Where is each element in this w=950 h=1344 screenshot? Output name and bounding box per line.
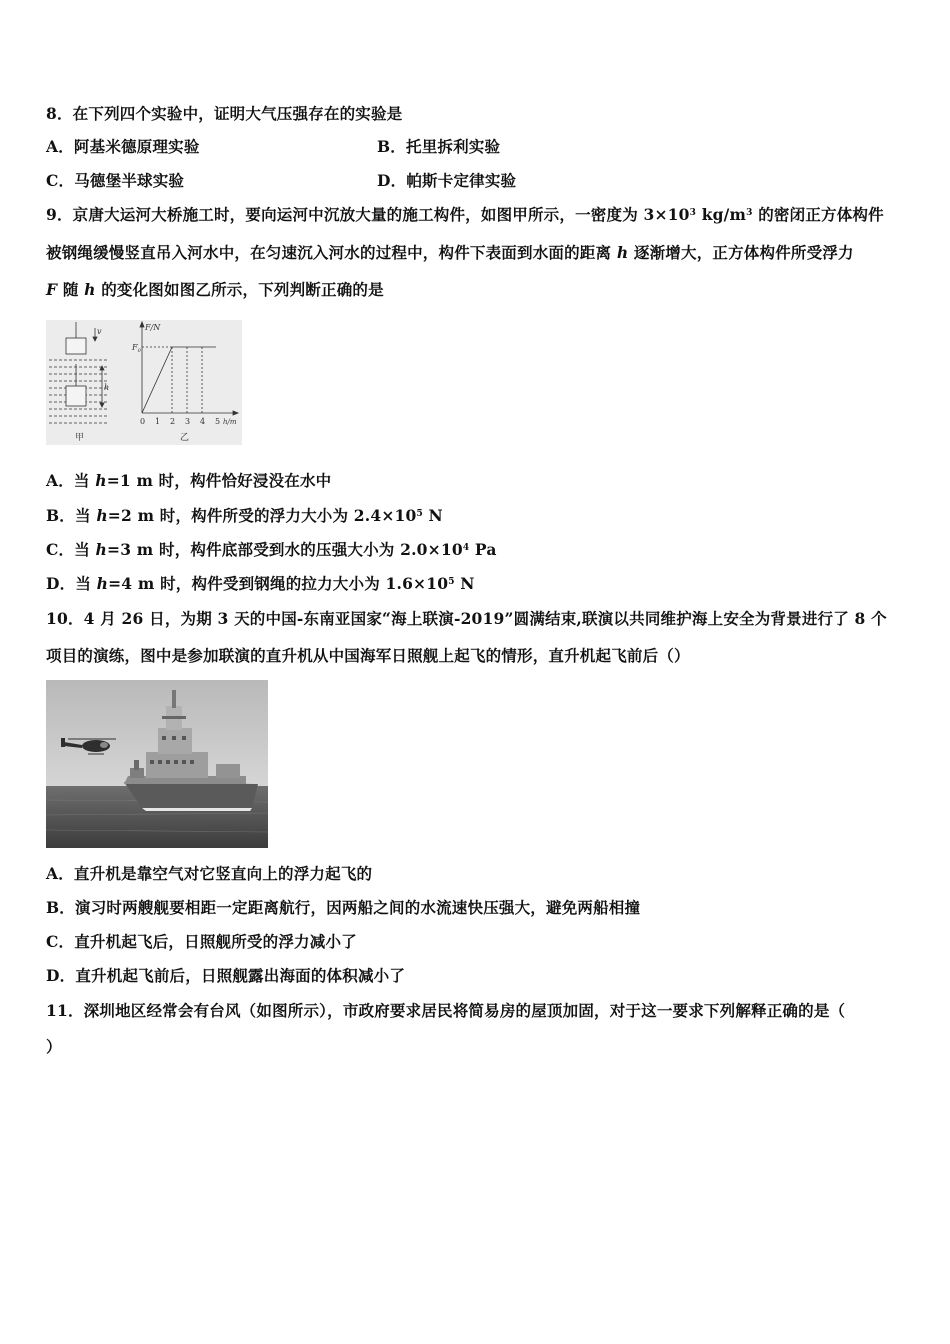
q9-stem-line3: F 随 h 的变化图如图乙所示，下列判断正确的是 [46,280,384,299]
figure-tick-4: 4 [200,417,206,426]
q11-stem-line1: 11．深圳地区经常会有台风（如图所示），市政府要求居民将简易房的屋顶加固，对于这一要求下列解释正确的是（ [46,1001,846,1020]
q9-option-c: C．当 h=3 m 时，构件底部受到水的压强大小为 $2.0\times 10^4$ Pa [46,540,497,559]
q9-stem-line1: 9．京唐大运河大桥施工时，要向运河中沉放大量的施工构件，如图甲所示，一密度为 $3\times 10^3$ $kg/m^3$ 的密闭正方体构件 [46,205,884,224]
q9-option-d: D．当 h=4 m 时，构件受到钢绳的拉力大小为 $1.6\times 10^5$ N [46,574,475,593]
q10-option-b: B．演习时两艘舰要相距一定距离航行，因两船之间的水流速快压强大，避免两船相撞 [46,898,641,917]
q10-stem-line2: 项目的演练，图中是参加联演的直升机从中国海军日照舰上起飞的情形，直升机起飞前后（） [46,646,690,665]
figure-tick-5: 5 [215,417,221,426]
q10-option-c: C．直升机起飞后，日照舰所受的浮力减小了 [46,932,357,951]
q9-option-b: B．当 h=2 m 时，构件所受的浮力大小为 $2.4\times 10^5$ N [46,506,443,525]
figure-tick-2: 2 [170,417,176,426]
q9-option-a: A．当 h=1 m 时，构件恰好浸没在水中 [46,471,332,490]
q11-stem-line2: ） [46,1037,62,1056]
figure-v-label: v [97,327,102,336]
figure-tick-1: 1 [155,417,161,426]
figure-yi-caption: 乙 [180,433,190,443]
figure-jia-caption: 甲 [75,433,85,443]
q8-stem: 8．在下列四个实验中，证明大气压强存在的实验是 [46,104,403,123]
figure-h-label: h [104,383,110,392]
q9-stem-line2: 被钢绳缓慢竖直吊入河水中，在匀速沉入河水的过程中，构件下表面到水面的距离 h 逐渐增大，正方体构件所受浮力 [46,243,854,262]
figure-y-axis-label: F/N [145,323,161,332]
q8-option-c: C．马德堡半球实验 [46,171,185,190]
q8-option-a: A．阿基米德原理实验 [46,137,200,156]
figure-tick-3: 3 [185,417,191,426]
q10-photo-helicopter-warship [46,680,268,848]
q10-option-a: A．直升机是靠空气对它竖直向上的浮力起飞的 [46,864,373,883]
figure-x-unit: h/m [223,418,237,426]
q10-stem-line1: 10．4 月 26 日，为期 3 天的中国-东南亚国家“海上联演-2019”圆满结束,联演以共同维护海上安全为背景进行了 8 个 [46,609,887,628]
q9-figure [46,320,242,445]
figure-origin-label: 0 [140,417,146,426]
q10-option-d: D．直升机起飞前后，日照舰露出海面的体积减小了 [46,966,406,985]
q8-option-d: D．帕斯卡定律实验 [377,171,517,190]
q8-option-b: B．托里拆利实验 [377,137,501,156]
figure-f0-label: $F_0$ [132,343,141,354]
